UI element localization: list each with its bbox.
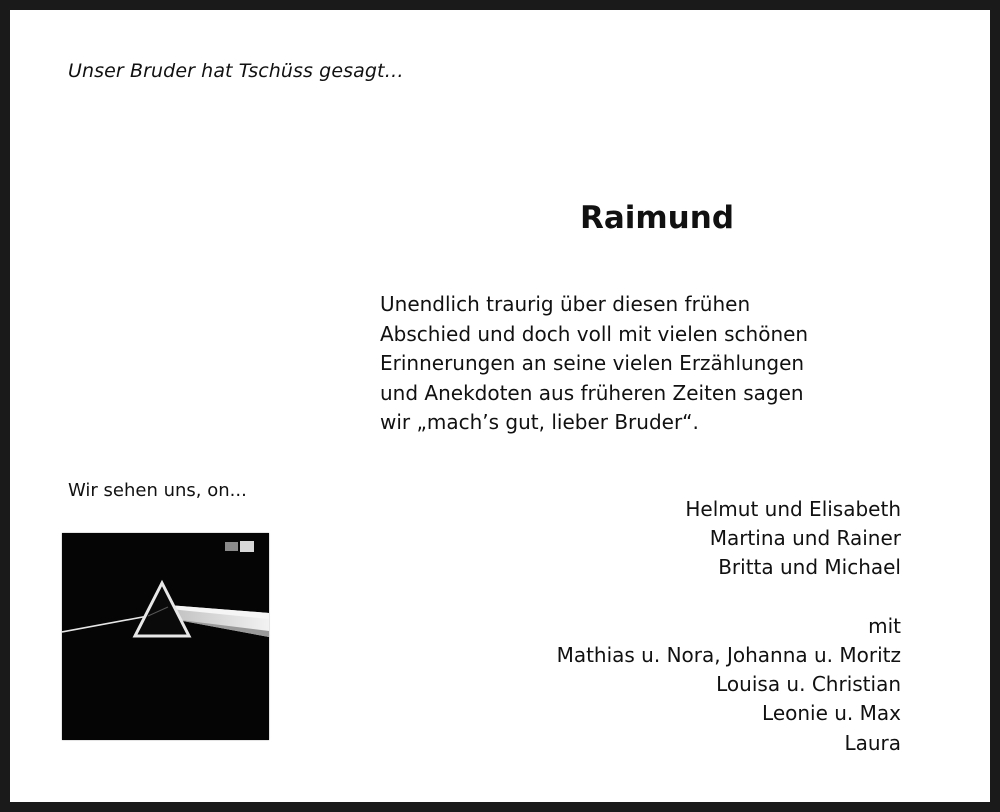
message-line: Abschied und doch voll mit vielen schönen bbox=[380, 321, 809, 346]
message-line: Erinnerungen an seine vielen Erzählungen bbox=[380, 351, 805, 375]
message-text bbox=[380, 290, 850, 438]
extended-family-line: Leonie u. Max bbox=[762, 701, 901, 726]
family-line: Britta und Michael bbox=[718, 555, 901, 580]
extended-family-line: Louisa u. Christian bbox=[716, 672, 901, 697]
closing-text: Wir sehen uns, on... bbox=[68, 480, 247, 501]
message-line: und Anekdoten aus früheren Zeiten sagen bbox=[380, 380, 804, 405]
prism-album-cover-image bbox=[62, 533, 269, 740]
family-line: Helmut und Elisabeth bbox=[685, 497, 901, 521]
intro-text: Unser Bruder hat Tschüss gesagt… bbox=[68, 60, 404, 82]
extended-family-line: Mathias u. Nora, Johanna u. Moritz bbox=[556, 643, 901, 667]
signatures bbox=[557, 495, 901, 758]
deceased-name: Raimund bbox=[579, 200, 735, 236]
message-line: Unendlich traurig über diesen frühen bbox=[380, 292, 751, 316]
family-line: Martina und Rainer bbox=[709, 526, 901, 551]
prism-icon bbox=[62, 533, 269, 740]
extended-family-line: Laura bbox=[844, 730, 901, 755]
message-line: wir „mach’s gut, lieber Bruder“. bbox=[380, 410, 699, 434]
spacer bbox=[557, 583, 901, 612]
with-label: mit bbox=[868, 613, 901, 638]
